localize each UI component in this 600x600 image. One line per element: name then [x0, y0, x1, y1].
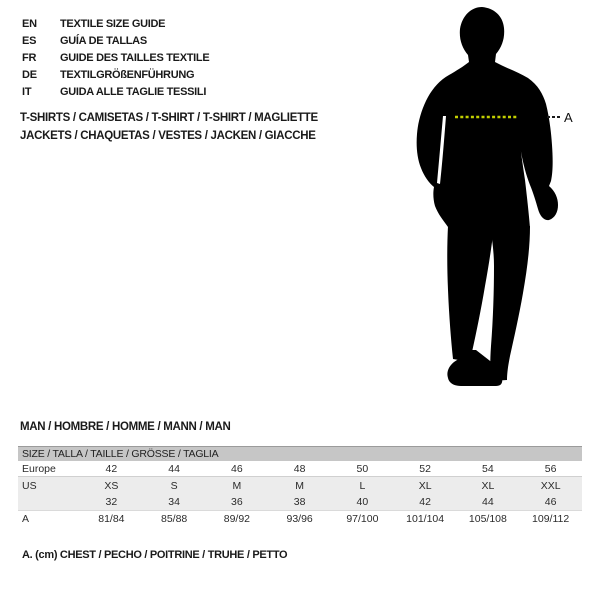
alt-size-cell: 46: [544, 496, 557, 508]
table-row-alt-size: [18, 494, 582, 511]
garment-line-tshirts: T-SHIRTS / CAMISETAS / T-SHIRT / T-SHIRT / MAGLIETTE: [20, 112, 318, 124]
lang-code-de: DE: [22, 68, 37, 81]
table-row-chest-cm: [18, 511, 582, 527]
europe-size-cell: 52: [419, 462, 431, 475]
alt-size-cell: 44: [482, 496, 494, 508]
garment-line-jackets: JACKETS / CHAQUETAS / VESTES / JACKEN / GIACCHE: [20, 129, 316, 142]
size-table: [18, 446, 582, 527]
lang-title-de: TEXTILGRÖßENFÜHRUNG: [60, 68, 195, 81]
lang-title-es: GUÍA DE TALLAS: [60, 34, 147, 47]
lang-row-de: [22, 66, 209, 83]
europe-size-cell: 48: [293, 462, 306, 475]
table-row-europe: [18, 461, 582, 477]
europe-size-cell: 56: [544, 462, 557, 475]
silhouette-body: [417, 7, 558, 236]
us-size-cell: XS: [104, 479, 119, 492]
lang-row-es: [22, 32, 209, 49]
lang-title-fr: GUIDE DES TAILLES TEXTILE: [60, 51, 210, 64]
section-title-man: MAN / HOMBRE / HOMME / MANN / MAN: [20, 421, 231, 433]
row-label-europe: Europe: [22, 462, 56, 475]
man-silhouette-figure: [390, 0, 600, 400]
us-size-cell: S: [170, 479, 178, 492]
us-size-cell: XL: [418, 479, 432, 492]
europe-size-cell: 42: [105, 462, 118, 475]
chest-cm-cell: 105/108: [468, 513, 507, 525]
us-size-cell: M: [295, 479, 304, 492]
lang-code-fr: FR: [22, 51, 37, 64]
size-table-header: SIZE / TALLA / TAILLE / GRÖSSE / TAGLIA: [18, 446, 582, 461]
table-row-us: [18, 477, 582, 494]
measurement-a-label: A: [564, 110, 573, 125]
lang-title-it: GUIDA ALLE TAGLIE TESSILI: [60, 85, 207, 98]
alt-size-cell: 34: [168, 496, 180, 508]
lang-row-it: [22, 83, 209, 100]
us-size-cell: XXL: [540, 479, 561, 492]
chest-cm-cell: 97/100: [346, 513, 379, 525]
us-size-cell: XL: [481, 479, 495, 492]
alt-size-cell: 40: [356, 496, 369, 508]
garment-types: [20, 110, 318, 145]
language-title-list: [22, 15, 209, 100]
silhouette-left-leg: [447, 226, 494, 362]
us-size-cell: M: [232, 479, 242, 492]
chest-cm-cell: 81/84: [98, 513, 125, 525]
chest-cm-cell: 89/92: [223, 513, 251, 525]
chest-cm-cell: 109/112: [532, 513, 570, 525]
row-label-us: US: [22, 479, 37, 492]
row-label-a: A: [22, 513, 30, 525]
lang-code-en: EN: [22, 17, 37, 30]
europe-size-cell: 50: [356, 462, 369, 475]
us-size-cell: L: [359, 479, 366, 492]
europe-size-cell: 54: [482, 462, 494, 475]
chest-cm-cell: 85/88: [160, 513, 188, 525]
chest-cm-cell: 93/96: [286, 513, 313, 525]
silhouette-right-leg: [490, 226, 530, 381]
alt-size-cell: 32: [105, 496, 118, 508]
measurement-footnote: A. (cm) CHEST / PECHO / POITRINE / TRUHE / PETTO: [22, 549, 288, 561]
alt-size-cell: 38: [293, 496, 306, 508]
chest-cm-cell: 101/104: [406, 513, 445, 525]
lang-row-en: [22, 15, 209, 32]
lang-code-es: ES: [22, 34, 37, 47]
europe-size-cell: 46: [231, 462, 243, 475]
alt-size-cell: 42: [419, 496, 431, 508]
alt-size-cell: 36: [231, 496, 243, 508]
lang-code-it: IT: [22, 85, 32, 98]
europe-size-cell: 44: [168, 462, 180, 475]
lang-title-en: TEXTILE SIZE GUIDE: [60, 17, 166, 30]
lang-row-fr: [22, 49, 209, 66]
man-silhouette-svg: [390, 0, 600, 400]
